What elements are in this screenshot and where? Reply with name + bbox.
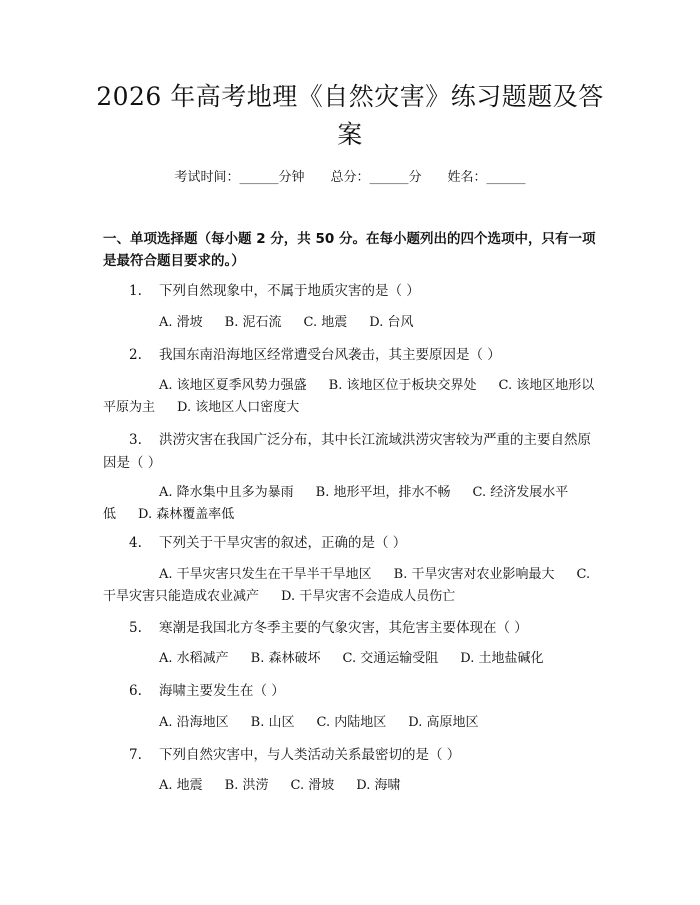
question-number: 2. [129, 347, 142, 363]
question-stem: 我国东南沿海地区经常遭受台风袭击，其主要原因是（ ） [159, 347, 501, 363]
question-stem: 寒潮是我国北方冬季主要的气象灾害，其危害主要体现在（ ） [159, 620, 528, 636]
question-3 [103, 429, 597, 475]
question-5-options [103, 648, 597, 670]
option-c[interactable]: C. 交通运输受阻 [342, 651, 439, 666]
option-c[interactable]: C. 干旱灾害只能造成农业减产 [103, 567, 591, 604]
option-b[interactable]: B. 洪涝 [224, 778, 269, 793]
question-2-options [103, 375, 597, 419]
option-d[interactable]: D. 海啸 [356, 778, 401, 793]
question-stem: 下列关于干旱灾害的叙述，正确的是（ ） [159, 535, 407, 551]
question-stem: 下列自然现象中，不属于地质灾害的是（ ） [159, 283, 420, 299]
option-a[interactable]: A. 该地区夏季风势力强盛 [159, 378, 307, 393]
question-stem: 海啸主要发生在（ ） [159, 683, 285, 699]
question-5 [103, 617, 597, 640]
question-6 [103, 680, 597, 703]
option-d[interactable]: D. 土地盐碱化 [460, 651, 544, 666]
exam-meta [0, 168, 700, 188]
option-b[interactable]: B. 该地区位于板块交界处 [328, 378, 477, 393]
exam-title [90, 78, 610, 154]
question-7 [103, 744, 597, 767]
question-6-options [103, 712, 597, 734]
question-number: 5. [129, 620, 142, 636]
option-a[interactable]: A. 沿海地区 [159, 715, 229, 730]
option-a[interactable]: A. 地震 [159, 778, 203, 793]
option-c[interactable]: C. 该地区地形以平原为主 [103, 378, 595, 415]
option-a[interactable]: A. 滑坡 [159, 315, 203, 330]
question-3-options [103, 482, 597, 526]
title-line-1: 2026 年高考地理《自然灾害》练习题题及答 [96, 82, 604, 111]
option-d[interactable]: D. 该地区人口密度大 [177, 400, 300, 415]
option-a[interactable]: A. 降水集中且多为暴雨 [159, 485, 294, 500]
question-number: 6. [129, 683, 142, 699]
option-a[interactable]: A. 水稻减产 [159, 651, 229, 666]
question-1-options [103, 312, 597, 334]
question-4 [103, 532, 597, 555]
title-line-2: 案 [337, 120, 363, 149]
option-b[interactable]: B. 山区 [250, 715, 295, 730]
option-a[interactable]: A. 干旱灾害只发生在干旱半干旱地区 [159, 567, 372, 582]
option-c[interactable]: C. 内陆地区 [316, 715, 387, 730]
question-number: 7. [129, 747, 142, 763]
option-b[interactable]: B. 干旱灾害对农业影响最大 [393, 567, 555, 582]
question-4-options [103, 564, 597, 608]
option-c[interactable]: C. 滑坡 [290, 778, 335, 793]
option-d[interactable]: D. 干旱灾害不会造成人员伤亡 [281, 589, 456, 604]
option-d[interactable]: D. 台风 [369, 315, 414, 330]
question-stem: 下列自然灾害中，与人类活动关系最密切的是（ ） [159, 747, 461, 763]
option-b[interactable]: B. 地形平坦，排水不畅 [315, 485, 451, 500]
question-number: 4. [129, 535, 142, 551]
option-b[interactable]: B. 泥石流 [224, 315, 282, 330]
score-field: 总分：______分 [330, 170, 422, 185]
question-stem: 洪涝灾害在我国广泛分布，其中长江流域洪涝灾害较为严重的主要自然原因是（ ） [103, 432, 591, 471]
question-2 [103, 344, 597, 367]
question-number: 1. [129, 283, 142, 299]
option-c[interactable]: C. 经济发展水平低 [103, 485, 569, 522]
time-field: 考试时间：______分钟 [174, 170, 305, 185]
name-field: 姓名：______ [447, 170, 526, 185]
option-d[interactable]: D. 森林覆盖率低 [138, 507, 235, 522]
question-1 [103, 280, 597, 303]
section-title: 一、单项选择题（每小题 2 分，共 50 分。在每小题列出的四个选项中，只有一项是最符合题目要求的。） [103, 231, 596, 269]
question-number: 3. [129, 432, 142, 448]
option-c[interactable]: C. 地震 [303, 315, 348, 330]
question-7-options [103, 775, 597, 797]
option-d[interactable]: D. 高原地区 [408, 715, 479, 730]
option-b[interactable]: B. 森林破坏 [250, 651, 321, 666]
